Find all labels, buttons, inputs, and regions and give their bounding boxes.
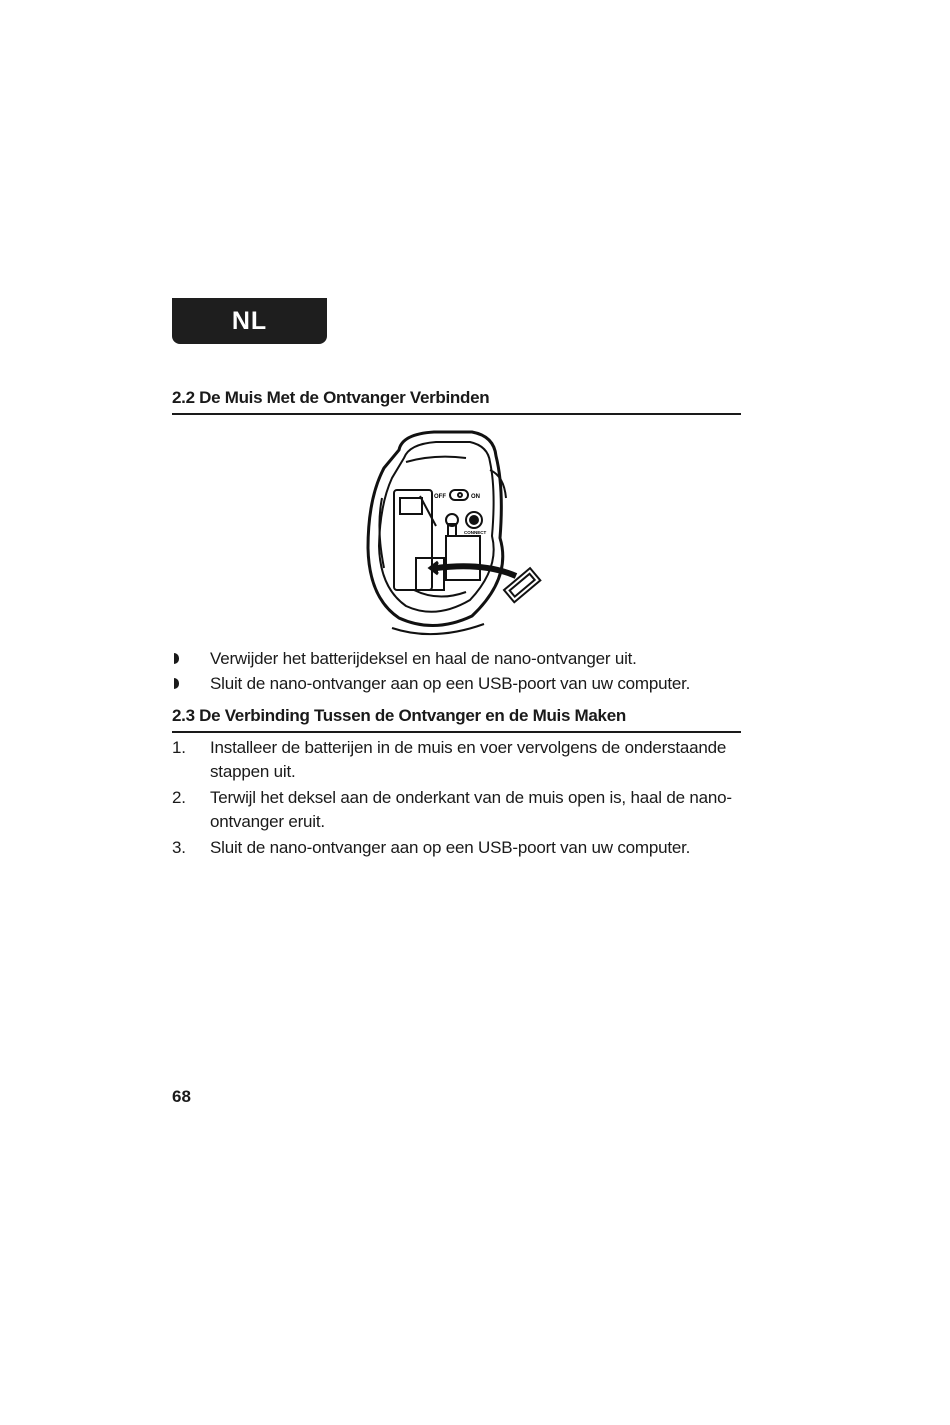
bullet-item: [172, 671, 742, 696]
connect-label: CONNECT: [464, 530, 487, 535]
bullet-text: Verwijder het batterijdeksel en haal de nano-ontvanger uit.: [210, 649, 637, 668]
section-title-pairing: 2.3 De Verbinding Tussen de Ontvanger en de Muis Maken: [172, 706, 741, 733]
step-item: [172, 786, 744, 834]
bullet-marker-icon: [174, 653, 179, 664]
pairing-steps: [172, 736, 744, 862]
language-tab: NL: [172, 298, 327, 344]
bullet-item: [172, 646, 742, 671]
step-text: Installeer de batterijen in de muis en voer vervolgens de onderstaande stappen uit.: [210, 738, 727, 781]
mouse-underside-illustration: [354, 428, 554, 636]
connect-instructions: [172, 646, 742, 696]
step-text: Terwijl het deksel aan de onderkant van de muis open is, haal de nano-ontvanger eruit.: [210, 788, 732, 831]
switch-on-label: ON: [471, 494, 480, 500]
step-text: Sluit de nano-ontvanger aan op een USB-poort van uw computer.: [210, 838, 691, 857]
step-number: 3.: [172, 838, 186, 857]
switch-off-label: OFF: [434, 494, 446, 500]
step-number: 1.: [172, 738, 186, 757]
page-number: 68: [172, 1087, 191, 1106]
section-title-connect-mouse: 2.2 De Muis Met de Ontvanger Verbinden: [172, 388, 741, 415]
bullet-text: Sluit de nano-ontvanger aan op een USB-poort van uw computer.: [210, 674, 691, 693]
step-item: [172, 836, 744, 860]
bullet-marker-icon: [174, 678, 179, 689]
step-item: [172, 736, 744, 784]
step-number: 2.: [172, 788, 186, 807]
